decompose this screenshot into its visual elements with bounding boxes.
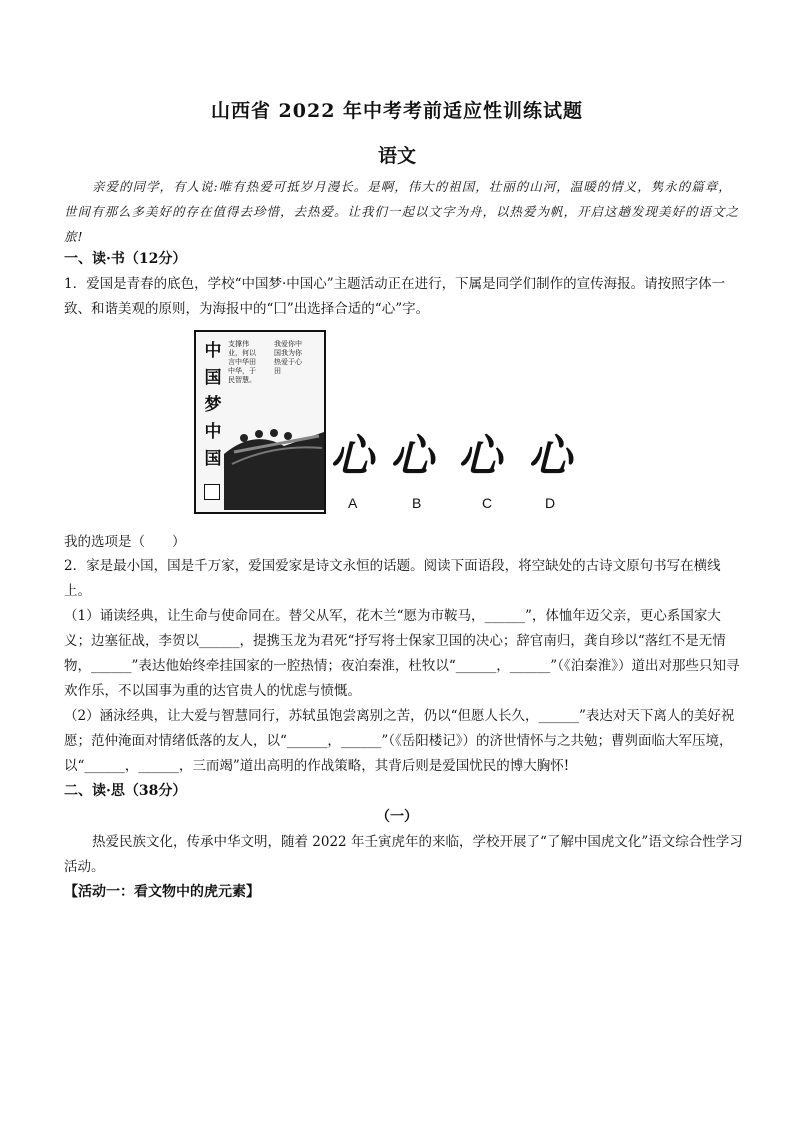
my-choice: 我的选项是（ ） <box>64 534 186 550</box>
option-b-label: B <box>412 495 422 511</box>
option-c-label: C <box>482 495 493 511</box>
section2-paragraph: 热爱民族文化，传承中华文明，随着 2022 年壬寅虎年的来临，学校开展了“了解中国虎文化”语文综合性学习活动。 <box>64 834 743 875</box>
question-2-part-1: （1）诵读经典，让生命与使命同在。替父从军，花木兰“愿为市鞍马，______”，体恤年迈父亲，更心系国家大义；边塞征战，李贺以______，提携玉龙为君死“抒写将士保家卫国的决心；辞官南归，龚自珍以“落红不是无情物，______”表达他始终牵挂国家的一腔热情；夜泊秦淮，杜牧以“______，______”（《泊秦淮》）道出对那些只知寻欢作乐，不以国事为重的达官贵人的忧虑与愤慨。 <box>64 608 740 699</box>
option-b-glyph: 心 <box>390 431 434 482</box>
question-2: 2．家是最小国，国是千万家，爱国爱家是诗文永恒的话题。阅读下面语段，将空缺处的古诗文原句书写在横线上。 <box>64 558 721 599</box>
section1-heading: 一、读·书（12分） <box>64 251 187 267</box>
option-a-glyph: 心 <box>330 431 374 482</box>
option-c-glyph: 心 <box>458 431 502 482</box>
propaganda-poster <box>194 330 326 514</box>
intro-paragraph: 亲爱的同学，有人说:唯有热爱可抵岁月漫长。是啊，伟大的祖国，壮丽的山河，温暖的情义，隽永的篇章，世间有那么多美好的存在值得去珍惜，去热爱。让我们一起以文字为舟，以热爱为帆，开启这趟发现美好的语文之旅! <box>64 179 740 244</box>
exam-title: 山西省 2022 年中考考前适应性训练试题 <box>210 100 584 122</box>
section2-heading: 二、读·思（38分） <box>64 783 187 799</box>
option-d-label: D <box>545 495 556 511</box>
question-1: 1．爱国是青春的底色，学校“中国梦·中国心”主题活动正在进行，下属是同学们制作的宣传海报。请按照字体一致、和谐美观的原则，为海报中的“囗”出选择合适的“心”字。 <box>64 276 726 317</box>
option-a-label: A <box>348 495 358 511</box>
part-one-mark: （一） <box>376 809 418 825</box>
poster-big-text: 中 国 梦 中 国 <box>204 341 222 469</box>
subject-title: 语文 <box>377 145 416 167</box>
roof-silhouette-icon <box>224 424 324 510</box>
question-2-part-2: （2）涵泳经典，让大爱与智慧同行，苏轼虽饱尝离别之苦，仍以“但愿人长久，______”表达对天下离人的美好祝愿；范仲淹面对情绪低落的友人，以“______，______”（《岳阳楼记》）的济世情怀与之共勉；曹刿面临大军压境，以“______，______，三而竭”道出高明的作战策略，其背后则是爱国忧民的博大胸怀! <box>64 708 735 774</box>
option-d-glyph: 心 <box>528 431 572 482</box>
activity-one-heading: 【活动一：看文物中的虎元素】 <box>64 884 260 900</box>
blank-box <box>204 484 220 500</box>
poster-column-left: 支撑伟业，何以言中华田中华，于民智慧。 <box>228 340 256 384</box>
poster-column-right: 我爱你中国我为你热爱于心田 <box>274 340 302 375</box>
